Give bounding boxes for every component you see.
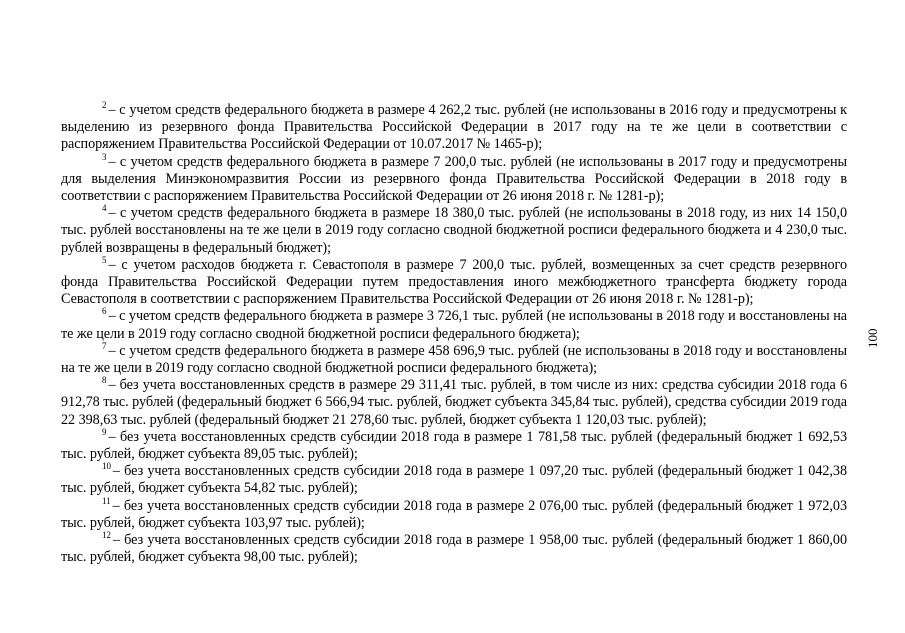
footnotes-section xyxy=(61,102,847,566)
footnote-text: – без учета восстановленных средств субсидии 2018 года в размере 1 958,00 тыс. рублей (федеральный бюджет 1 860,00 тыс. рублей, бюджет субъекта 98,00 тыс. рублей); xyxy=(61,532,847,566)
footnote-6 xyxy=(61,308,847,342)
footnote-number: 5 xyxy=(102,254,107,265)
footnote-number: 8 xyxy=(102,375,107,386)
footnote-10 xyxy=(61,463,847,497)
footnote-number: 4 xyxy=(102,203,107,214)
footnote-12 xyxy=(61,532,847,566)
footnote-9 xyxy=(61,426,847,463)
footnote-7 xyxy=(61,340,847,377)
footnote-text: – без учета восстановленных средств в размере 29 311,41 тыс. рублей, в том числе из них: средства субсидии 2018 года 6 912,78 тыс. рублей (федеральный бюджет 6 566,94 тыс. рублей, бюджет субъекта 345,84 тыс. рублей), средства субсидии 2019 года 22 398,63 тыс. рублей (федеральный бюджет 21 278,60 тыс. рублей, бюджет субъекта 1 120,03 тыс. рублей); xyxy=(61,377,847,428)
footnote-3 xyxy=(61,151,847,206)
footnote-number: 10 xyxy=(102,461,111,472)
footnote-2 xyxy=(61,102,847,154)
footnote-text: – с учетом средств федерального бюджета в размере 7 200,0 тыс. рублей (не использованы в 2017 году и предусмотрены для выделения Минэкономразвития России из резервного фонда Правительства Российской Федерации в 2018 году в соответствии с распоряжением Правительства Российской Федерации от 26 июня 2018 г. № 1281-р); xyxy=(61,153,847,205)
footnote-text: – с учетом средств федерального бюджета в размере 18 380,0 тыс. рублей (не использованы в 2018 году, из них 14 150,0 тыс. рублей восстановлены на те же цели в 2019 году согласно сводной бюджетной росписи федерального бюджета и 4 230,0 тыс. рублей возвращены в федеральный бюджет); xyxy=(61,205,847,256)
footnote-number: 7 xyxy=(102,340,107,351)
footnote-number: 12 xyxy=(102,530,111,541)
footnote-text: – с учетом средств федерального бюджета в размере 4 262,2 тыс. рублей (не использованы в 2016 году и предусмотрены к выделению из резервного фонда Правительства Российской Федерации в 2017 году на те же цели в соответствии с распоряжением Правительства Российской Федерации от 10.07.2017 № 1465-р); xyxy=(61,102,847,153)
footnote-number: 11 xyxy=(102,495,111,506)
footnote-11 xyxy=(61,495,847,532)
page-number: 100 xyxy=(865,328,880,348)
footnote-text: – без учета восстановленных средств субсидии 2018 года в размере 1 097,20 тыс. рублей (федеральный бюджет 1 042,38 тыс. рублей, бюджет субъекта 54,82 тыс. рублей); xyxy=(61,463,847,497)
footnote-4 xyxy=(61,205,847,257)
footnote-number: 2 xyxy=(102,100,107,110)
footnote-text: – с учетом расходов бюджета г. Севастополя в размере 7 200,0 тыс. рублей, возмещенных за счет средств резервного фонда Правительства Российской Федерации путем предоставления иного межбюджетного трансферта бюджету города Севастополя в соответствии с распоряжением Правительства Российской Федерации от 26 июня 2018 г. № 1281-р); xyxy=(61,256,847,308)
footnote-text: – без учета восстановленных средств субсидии 2018 года в размере 1 781,58 тыс. рублей (федеральный бюджет 1 692,53 тыс. рублей, бюджет субъекта 89,05 тыс. рублей); xyxy=(61,428,847,463)
footnote-text: – без учета восстановленных средств субсидии 2018 года в размере 2 076,00 тыс. рублей (федеральный бюджет 1 972,03 тыс. рублей, бюджет субъекта 103,97 тыс. рублей); xyxy=(61,497,847,531)
footnote-number: 9 xyxy=(102,426,107,437)
footnote-number: 3 xyxy=(102,151,107,162)
footnote-5 xyxy=(61,254,847,309)
footnote-8 xyxy=(61,377,847,429)
footnote-text: – с учетом средств федерального бюджета в размере 3 726,1 тыс. рублей (не использованы в 2018 году и восстановлены на те же цели в 2019 году согласно сводной бюджетной росписи федерального бюджета); xyxy=(61,308,847,342)
footnote-number: 6 xyxy=(102,306,107,317)
footnote-text: – с учетом средств федерального бюджета в размере 458 696,9 тыс. рублей (не использованы в 2018 году и восстановлены на те же цели в 2019 году согласно сводной бюджетной росписи федерального бюджета); xyxy=(61,342,847,377)
